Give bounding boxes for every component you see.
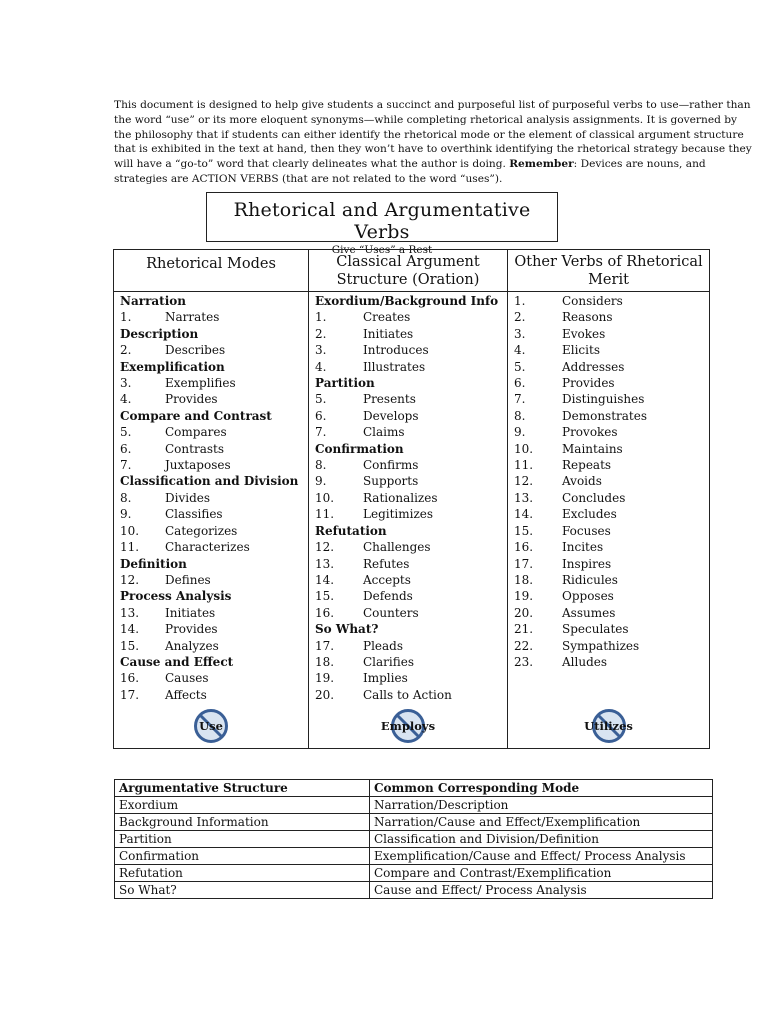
- section-title: Compare and Contrast: [120, 408, 272, 423]
- item-number: 1.: [514, 294, 526, 308]
- item-verb: Categorizes: [165, 523, 238, 538]
- item-verb: Counters: [363, 605, 419, 620]
- item-number: 6.: [120, 441, 132, 456]
- item-number: 21.: [514, 622, 534, 637]
- list-item: [508, 359, 709, 375]
- item-number: 7.: [120, 458, 132, 473]
- item-number: 9.: [514, 425, 526, 440]
- item-number: 2.: [514, 310, 526, 325]
- item-verb: Causes: [165, 671, 209, 686]
- list-item: [114, 424, 308, 440]
- item-number: 8.: [514, 408, 526, 423]
- item-number: 2.: [120, 343, 132, 358]
- item-verb: Pleads: [363, 638, 404, 653]
- item-number: 11.: [315, 507, 335, 522]
- list-item: [309, 638, 507, 654]
- list-item: [309, 408, 507, 424]
- column-body: [114, 292, 308, 703]
- list-item: [508, 523, 709, 539]
- list-item: [309, 605, 507, 621]
- mapping-header-mode: Common Corresponding Mode: [370, 780, 713, 797]
- item-verb: Alludes: [562, 654, 608, 669]
- table-row: [115, 882, 713, 899]
- item-verb: Confirms: [363, 458, 419, 473]
- item-verb: Inspires: [562, 556, 612, 571]
- mapping-table: [114, 779, 713, 899]
- item-verb: Elicits: [562, 343, 600, 358]
- item-number: 8.: [315, 458, 327, 473]
- item-verb: Addresses: [562, 359, 625, 374]
- item-verb: Ridicules: [562, 572, 618, 587]
- structure-cell: Partition: [115, 831, 370, 848]
- item-verb: Divides: [165, 490, 211, 505]
- structure-cell: Exordium: [115, 797, 370, 814]
- list-item: [309, 670, 507, 686]
- item-verb: Refutes: [363, 556, 410, 571]
- item-number: 18.: [315, 654, 335, 669]
- section-title: Exemplification: [120, 359, 225, 374]
- list-item: [309, 506, 507, 522]
- item-verb: Maintains: [562, 441, 623, 456]
- item-number: 1.: [315, 310, 327, 325]
- item-number: 17.: [120, 687, 140, 702]
- item-number: 14.: [514, 507, 534, 522]
- item-number: 9.: [120, 507, 132, 522]
- item-number: 20.: [315, 687, 335, 702]
- list-item: [309, 424, 507, 440]
- table-row: [115, 831, 713, 848]
- list-item: [309, 556, 507, 572]
- item-verb: Defines: [165, 572, 211, 587]
- item-number: 7.: [315, 425, 327, 440]
- list-item: [508, 621, 709, 637]
- list-item: [508, 424, 709, 440]
- list-item: [114, 621, 308, 637]
- item-number: 6.: [514, 376, 526, 391]
- column-classical-argument: [308, 250, 507, 748]
- item-verb: Initiates: [165, 605, 216, 620]
- item-number: 8.: [120, 490, 132, 505]
- list-item: [114, 457, 308, 473]
- item-verb: Provides: [165, 392, 218, 407]
- intro-remember-label: Remember: [509, 158, 574, 171]
- item-number: 13.: [315, 556, 335, 571]
- item-verb: Claims: [363, 425, 405, 440]
- list-item: [508, 654, 709, 670]
- section-title: Description: [120, 326, 199, 341]
- list-item: [114, 539, 308, 555]
- item-number: 22.: [514, 638, 534, 653]
- item-verb: Sympathizes: [562, 638, 640, 653]
- item-number: 3.: [514, 326, 526, 341]
- item-verb: Defends: [363, 589, 413, 604]
- section-title: Narration: [120, 294, 186, 308]
- item-number: 2.: [315, 326, 327, 341]
- mapping-table-body: [115, 797, 713, 899]
- item-verb: Focuses: [562, 523, 611, 538]
- item-number: 17.: [514, 556, 534, 571]
- item-number: 1.: [120, 310, 132, 325]
- item-number: 14.: [120, 622, 140, 637]
- column-header: Rhetorical Modes: [114, 250, 308, 292]
- mapping-header-row: [115, 780, 713, 797]
- item-number: 10.: [120, 523, 140, 538]
- item-verb: Considers: [562, 294, 623, 308]
- badge-word: Use: [199, 719, 223, 733]
- list-item: [309, 490, 507, 506]
- table-row: [115, 797, 713, 814]
- list-item: [508, 473, 709, 489]
- item-number: 16.: [120, 671, 140, 686]
- item-verb: Juxtaposes: [165, 458, 231, 473]
- list-item: [309, 391, 507, 407]
- list-item: [114, 391, 308, 407]
- item-number: 5.: [315, 392, 327, 407]
- intro-paragraph: [114, 98, 754, 187]
- item-number: 10.: [315, 490, 335, 505]
- item-verb: Speculates: [562, 622, 629, 637]
- list-item: [508, 638, 709, 654]
- list-item: [508, 490, 709, 506]
- item-number: 12.: [315, 540, 335, 555]
- item-verb: Classifies: [165, 507, 223, 522]
- item-number: 19.: [514, 589, 534, 604]
- structure-cell: Background Information: [115, 814, 370, 831]
- section-title: Exordium/Background Info: [315, 294, 499, 308]
- table-row: [115, 814, 713, 831]
- item-number: 16.: [514, 540, 534, 555]
- section-title: So What?: [315, 622, 379, 637]
- item-number: 4.: [315, 359, 327, 374]
- item-verb: Introduces: [363, 343, 429, 358]
- item-number: 15.: [514, 523, 534, 538]
- list-item: [114, 490, 308, 506]
- list-item: [508, 572, 709, 588]
- item-verb: Assumes: [562, 605, 616, 620]
- section-title: Definition: [120, 556, 187, 571]
- item-verb: Rationalizes: [363, 490, 438, 505]
- item-number: 16.: [315, 605, 335, 620]
- section-title: Cause and Effect: [120, 654, 234, 669]
- badge-word: Utilizes: [584, 719, 633, 733]
- item-verb: Clarifies: [363, 654, 415, 669]
- item-verb: Provides: [165, 622, 218, 637]
- list-item: [114, 638, 308, 654]
- no-symbol-badge: [193, 708, 229, 744]
- badge-word: Employs: [380, 719, 436, 733]
- structure-cell: So What?: [115, 882, 370, 899]
- item-verb: Presents: [363, 392, 416, 407]
- section-title: Confirmation: [315, 441, 404, 456]
- title-box: [206, 192, 558, 256]
- section-title: Process Analysis: [120, 589, 232, 604]
- list-item: [309, 457, 507, 473]
- item-verb: Incites: [562, 540, 604, 555]
- item-verb: Distinguishes: [562, 392, 645, 407]
- list-item: [114, 670, 308, 686]
- item-number: 11.: [514, 458, 534, 473]
- no-symbol-badge: [380, 708, 436, 744]
- section-title: Partition: [315, 376, 375, 391]
- item-verb: Exemplifies: [165, 376, 236, 391]
- item-number: 3.: [120, 376, 132, 391]
- list-item: [508, 588, 709, 604]
- list-item: [309, 687, 507, 703]
- list-item: [114, 375, 308, 391]
- list-item: [309, 572, 507, 588]
- list-item: [309, 326, 507, 342]
- mode-cell: Narration/Description: [370, 797, 713, 814]
- item-verb: Challenges: [363, 540, 431, 555]
- item-number: 11.: [120, 540, 140, 555]
- item-verb: Develops: [363, 408, 419, 423]
- item-verb: Opposes: [562, 589, 614, 604]
- list-item: [114, 687, 308, 703]
- item-verb: Compares: [165, 425, 227, 440]
- mode-cell: Narration/Cause and Effect/Exemplification: [370, 814, 713, 831]
- list-item: [508, 506, 709, 522]
- verbs-table: [113, 249, 710, 749]
- item-verb: Analyzes: [165, 638, 219, 653]
- document-title: Rhetorical and Argumentative Verbs: [233, 199, 531, 243]
- list-item: [114, 572, 308, 588]
- no-symbol-badge: [584, 708, 633, 744]
- item-number: 13.: [120, 605, 140, 620]
- item-verb: Initiates: [363, 326, 414, 341]
- item-verb: Illustrates: [363, 359, 426, 374]
- mode-cell: Classification and Division/Definition: [370, 831, 713, 848]
- section-title: Refutation: [315, 523, 387, 538]
- list-item: [114, 523, 308, 539]
- item-number: 4.: [514, 343, 526, 358]
- item-verb: Demonstrates: [562, 408, 648, 423]
- item-number: 10.: [514, 441, 534, 456]
- item-number: 20.: [514, 605, 534, 620]
- item-number: 12.: [120, 572, 140, 587]
- list-item: [508, 391, 709, 407]
- item-verb: Concludes: [562, 490, 626, 505]
- list-item: [309, 309, 507, 325]
- structure-cell: Confirmation: [115, 848, 370, 865]
- item-number: 9.: [315, 474, 327, 489]
- item-verb: Contrasts: [165, 441, 224, 456]
- item-number: 7.: [514, 392, 526, 407]
- item-number: 4.: [120, 392, 132, 407]
- list-item: [508, 309, 709, 325]
- item-number: 14.: [315, 572, 335, 587]
- item-verb: Describes: [165, 343, 226, 358]
- item-verb: Repeats: [562, 458, 612, 473]
- mode-cell: Cause and Effect/ Process Analysis: [370, 882, 713, 899]
- item-verb: Affects: [165, 687, 207, 702]
- list-item: [508, 605, 709, 621]
- column-other-verbs: [507, 250, 709, 748]
- item-number: 5.: [514, 359, 526, 374]
- intro-text-before: This document is designed to help give students a succinct and purposeful list of purposeful verbs to use—rather than the word “use” or its more eloquent synonyms—while completing rhetorical analysis assignments. It is governed by the philosophy that if students can either identify the rhetorical mode or the element of classical argument structure that is exhibited in the text at hand, then they won’t have to overthink identifying the rhetorical strategy because they will have a “go-to” word that clearly delineates what the author is doing.: [114, 99, 752, 171]
- item-number: 15.: [120, 638, 140, 653]
- intro-text-after: : Devices are nouns, and strategies are ACTION VERBS (that are not related to the word “uses”).: [114, 158, 706, 185]
- list-item: [114, 506, 308, 522]
- item-verb: Avoids: [562, 474, 602, 489]
- list-item: [114, 342, 308, 358]
- item-number: 3.: [315, 343, 327, 358]
- list-item: [508, 408, 709, 424]
- list-item: [508, 326, 709, 342]
- item-verb: Accepts: [363, 572, 411, 587]
- list-item: [114, 309, 308, 325]
- list-item: [309, 359, 507, 375]
- item-number: 5.: [120, 425, 132, 440]
- item-verb: Excludes: [562, 507, 617, 522]
- mode-cell: Exemplification/Cause and Effect/ Process Analysis: [370, 848, 713, 865]
- item-verb: Characterizes: [165, 540, 250, 555]
- list-item: [114, 605, 308, 621]
- item-number: 13.: [514, 490, 534, 505]
- column-rhetorical-modes: [114, 250, 308, 748]
- list-item: [309, 588, 507, 604]
- column-body: [309, 292, 507, 703]
- item-verb: Legitimizes: [363, 507, 434, 522]
- list-item: [508, 342, 709, 358]
- list-item: [508, 293, 709, 309]
- list-item: [508, 556, 709, 572]
- list-item: [508, 457, 709, 473]
- list-item: [309, 473, 507, 489]
- structure-cell: Refutation: [115, 865, 370, 882]
- item-number: 12.: [514, 474, 534, 489]
- item-verb: Creates: [363, 310, 411, 325]
- item-verb: Evokes: [562, 326, 606, 341]
- column-header: Other Verbs of Rhetorical Merit: [508, 250, 709, 292]
- list-item: [309, 342, 507, 358]
- item-verb: Provokes: [562, 425, 618, 440]
- item-verb: Reasons: [562, 310, 613, 325]
- list-item: [309, 539, 507, 555]
- item-number: 23.: [514, 654, 534, 669]
- item-number: 17.: [315, 638, 335, 653]
- item-verb: Supports: [363, 474, 419, 489]
- item-verb: Implies: [363, 671, 408, 686]
- item-number: 15.: [315, 589, 335, 604]
- column-body: [508, 292, 709, 670]
- document-subtitle: Give “Uses” a Rest: [331, 244, 433, 256]
- list-item: [114, 441, 308, 457]
- column-header: Classical Argument Structure (Oration): [309, 250, 507, 292]
- list-item: [508, 539, 709, 555]
- section-title: Classification and Division: [120, 474, 299, 489]
- item-number: 19.: [315, 671, 335, 686]
- list-item: [508, 441, 709, 457]
- mode-cell: Compare and Contrast/Exemplification: [370, 865, 713, 882]
- mapping-header-structure: Argumentative Structure: [115, 780, 370, 797]
- table-row: [115, 865, 713, 882]
- item-verb: Provides: [562, 376, 615, 391]
- list-item: [309, 654, 507, 670]
- item-number: 18.: [514, 572, 534, 587]
- item-number: 6.: [315, 408, 327, 423]
- item-verb: Narrates: [165, 310, 220, 325]
- list-item: [508, 375, 709, 391]
- table-row: [115, 848, 713, 865]
- item-verb: Calls to Action: [363, 687, 452, 702]
